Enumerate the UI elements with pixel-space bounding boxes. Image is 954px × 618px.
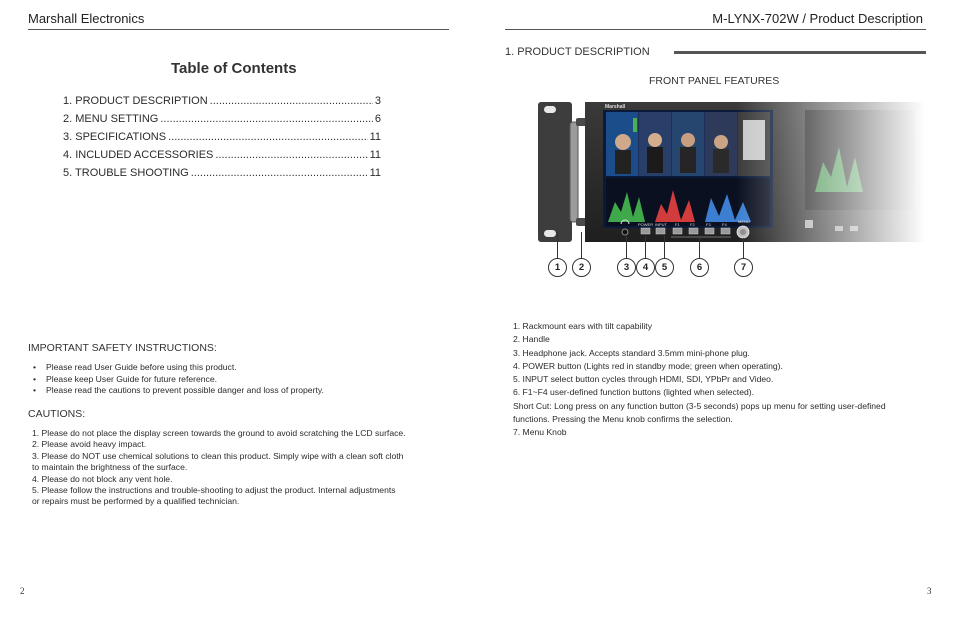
toc-item-label: 1. PRODUCT DESCRIPTION (63, 95, 208, 107)
callout-line-2 (581, 232, 582, 258)
f1-button-label: F1 (675, 222, 680, 227)
toc-item-page: 11 (369, 167, 381, 179)
toc-leader-dots (191, 167, 368, 179)
feature-line: 7. Menu Knob (513, 427, 567, 438)
toc-item-label: 3. SPECIFICATIONS (63, 131, 167, 143)
feature-list (513, 320, 886, 440)
product-description-heading: 1. PRODUCT DESCRIPTION (505, 46, 650, 58)
toc-item-trouble-shooting[interactable] (63, 167, 381, 179)
section-heading-bar (674, 51, 926, 54)
callout-6: 6 (690, 258, 709, 277)
device-graphic (505, 92, 925, 252)
safety-list (28, 362, 324, 397)
safety-item: • Please read User Guide before using this product. (28, 362, 324, 374)
toc-item-page: 11 (369, 149, 381, 161)
callout-5: 5 (655, 258, 674, 277)
right-page-number: 3 (927, 586, 932, 596)
caution-line: 5. Please follow the instructions and trouble-shooting to adjust the product. Internal adjustments (32, 485, 396, 496)
front-panel-title: FRONT PANEL FEATURES (649, 75, 780, 87)
toc-leader-dots (160, 113, 373, 125)
callout-line-3 (626, 236, 627, 258)
feature-line: 3. Headphone jack. Accepts standard 3.5mm mini-phone plug. (513, 347, 750, 358)
caution-line: 1. Please do not place the display screen towards the ground to avoid scratching the LCD surface. (32, 428, 406, 438)
toc-item-specifications[interactable] (63, 131, 381, 143)
feature-line: 4. POWER button (Lights red in standby mode; green when operating). (513, 360, 783, 371)
f2-button-label: F2 (690, 222, 695, 227)
callout-7: 7 (734, 258, 753, 277)
feature-line: functions. Pressing the Menu knob confirms the selection. (513, 414, 733, 425)
left-header-rule (28, 29, 449, 30)
toc-item-page: 3 (374, 95, 381, 107)
callout-4: 4 (636, 258, 655, 277)
menu-knob-label: MENU (738, 219, 750, 224)
right-header-rule (505, 29, 926, 30)
feature-line: 1. Rackmount ears with tilt capability (513, 321, 652, 331)
callout-1: 1 (548, 258, 567, 277)
safety-item: • Please read the cautions to prevent possible danger and loss of property. (28, 385, 324, 397)
left-page-header: Marshall Electronics (28, 11, 145, 26)
toc-item-included-accessories[interactable] (63, 149, 381, 161)
f3-button-label: F3 (706, 222, 711, 227)
caution-line: 2. Please avoid heavy impact. (32, 439, 147, 450)
callout-line-5 (664, 236, 665, 258)
caution-line: 3. Please do NOT use chemical solutions to clean this product. Simply wipe with a clean soft cloth (32, 450, 404, 461)
right-page-header: M-LYNX-702W / Product Description (712, 11, 923, 26)
toc-item-page: 11 (369, 131, 381, 143)
callout-3: 3 (617, 258, 636, 277)
feature-line: 5. INPUT select button cycles through HDMI, SDI, YPbPr and Video. (513, 374, 774, 385)
callout-line-6 (699, 238, 700, 258)
toc-item-menu-setting[interactable] (63, 113, 381, 125)
toc-title: Table of Contents (171, 60, 297, 77)
feature-line: 2. Handle (513, 334, 550, 345)
toc-item-label: 4. INCLUDED ACCESSORIES (63, 149, 214, 161)
toc-leader-dots (215, 149, 367, 161)
toc-item-label: 2. MENU SETTING (63, 113, 159, 125)
toc-item-product-description[interactable] (63, 95, 381, 107)
callout-line-1 (557, 232, 558, 258)
f4-button-label: F4 (722, 222, 727, 227)
front-panel-illustration (505, 92, 925, 252)
callout-line-7 (743, 238, 744, 258)
caution-line: or repairs must be performed by a qualified technician. (32, 496, 240, 507)
feature-line: Short Cut: Long press on any function button (3-5 seconds) pops up menu for setting user-defined (513, 400, 886, 411)
cautions-text (32, 428, 406, 508)
left-page-number: 2 (20, 586, 25, 596)
safety-item: • Please keep User Guide for future reference. (28, 374, 324, 386)
toc-item-page: 6 (374, 113, 381, 125)
caution-line: to maintain the brightness of the surface. (32, 462, 188, 473)
toc-leader-dots (210, 95, 373, 107)
safety-heading: IMPORTANT SAFETY INSTRUCTIONS: (28, 342, 217, 354)
input-button-label: INPUT (655, 222, 667, 227)
toc-item-label: 5. TROUBLE SHOOTING (63, 167, 189, 179)
callout-line-4 (645, 236, 646, 258)
power-button-label: POWER (638, 222, 654, 227)
toc-leader-dots (168, 131, 367, 143)
cautions-heading: CAUTIONS: (28, 408, 86, 420)
feature-line: 6. F1~F4 user-defined function buttons (lighted when selected). (513, 387, 755, 398)
caution-line: 4. Please do not block any vent hole. (32, 473, 173, 484)
callout-2: 2 (572, 258, 591, 277)
